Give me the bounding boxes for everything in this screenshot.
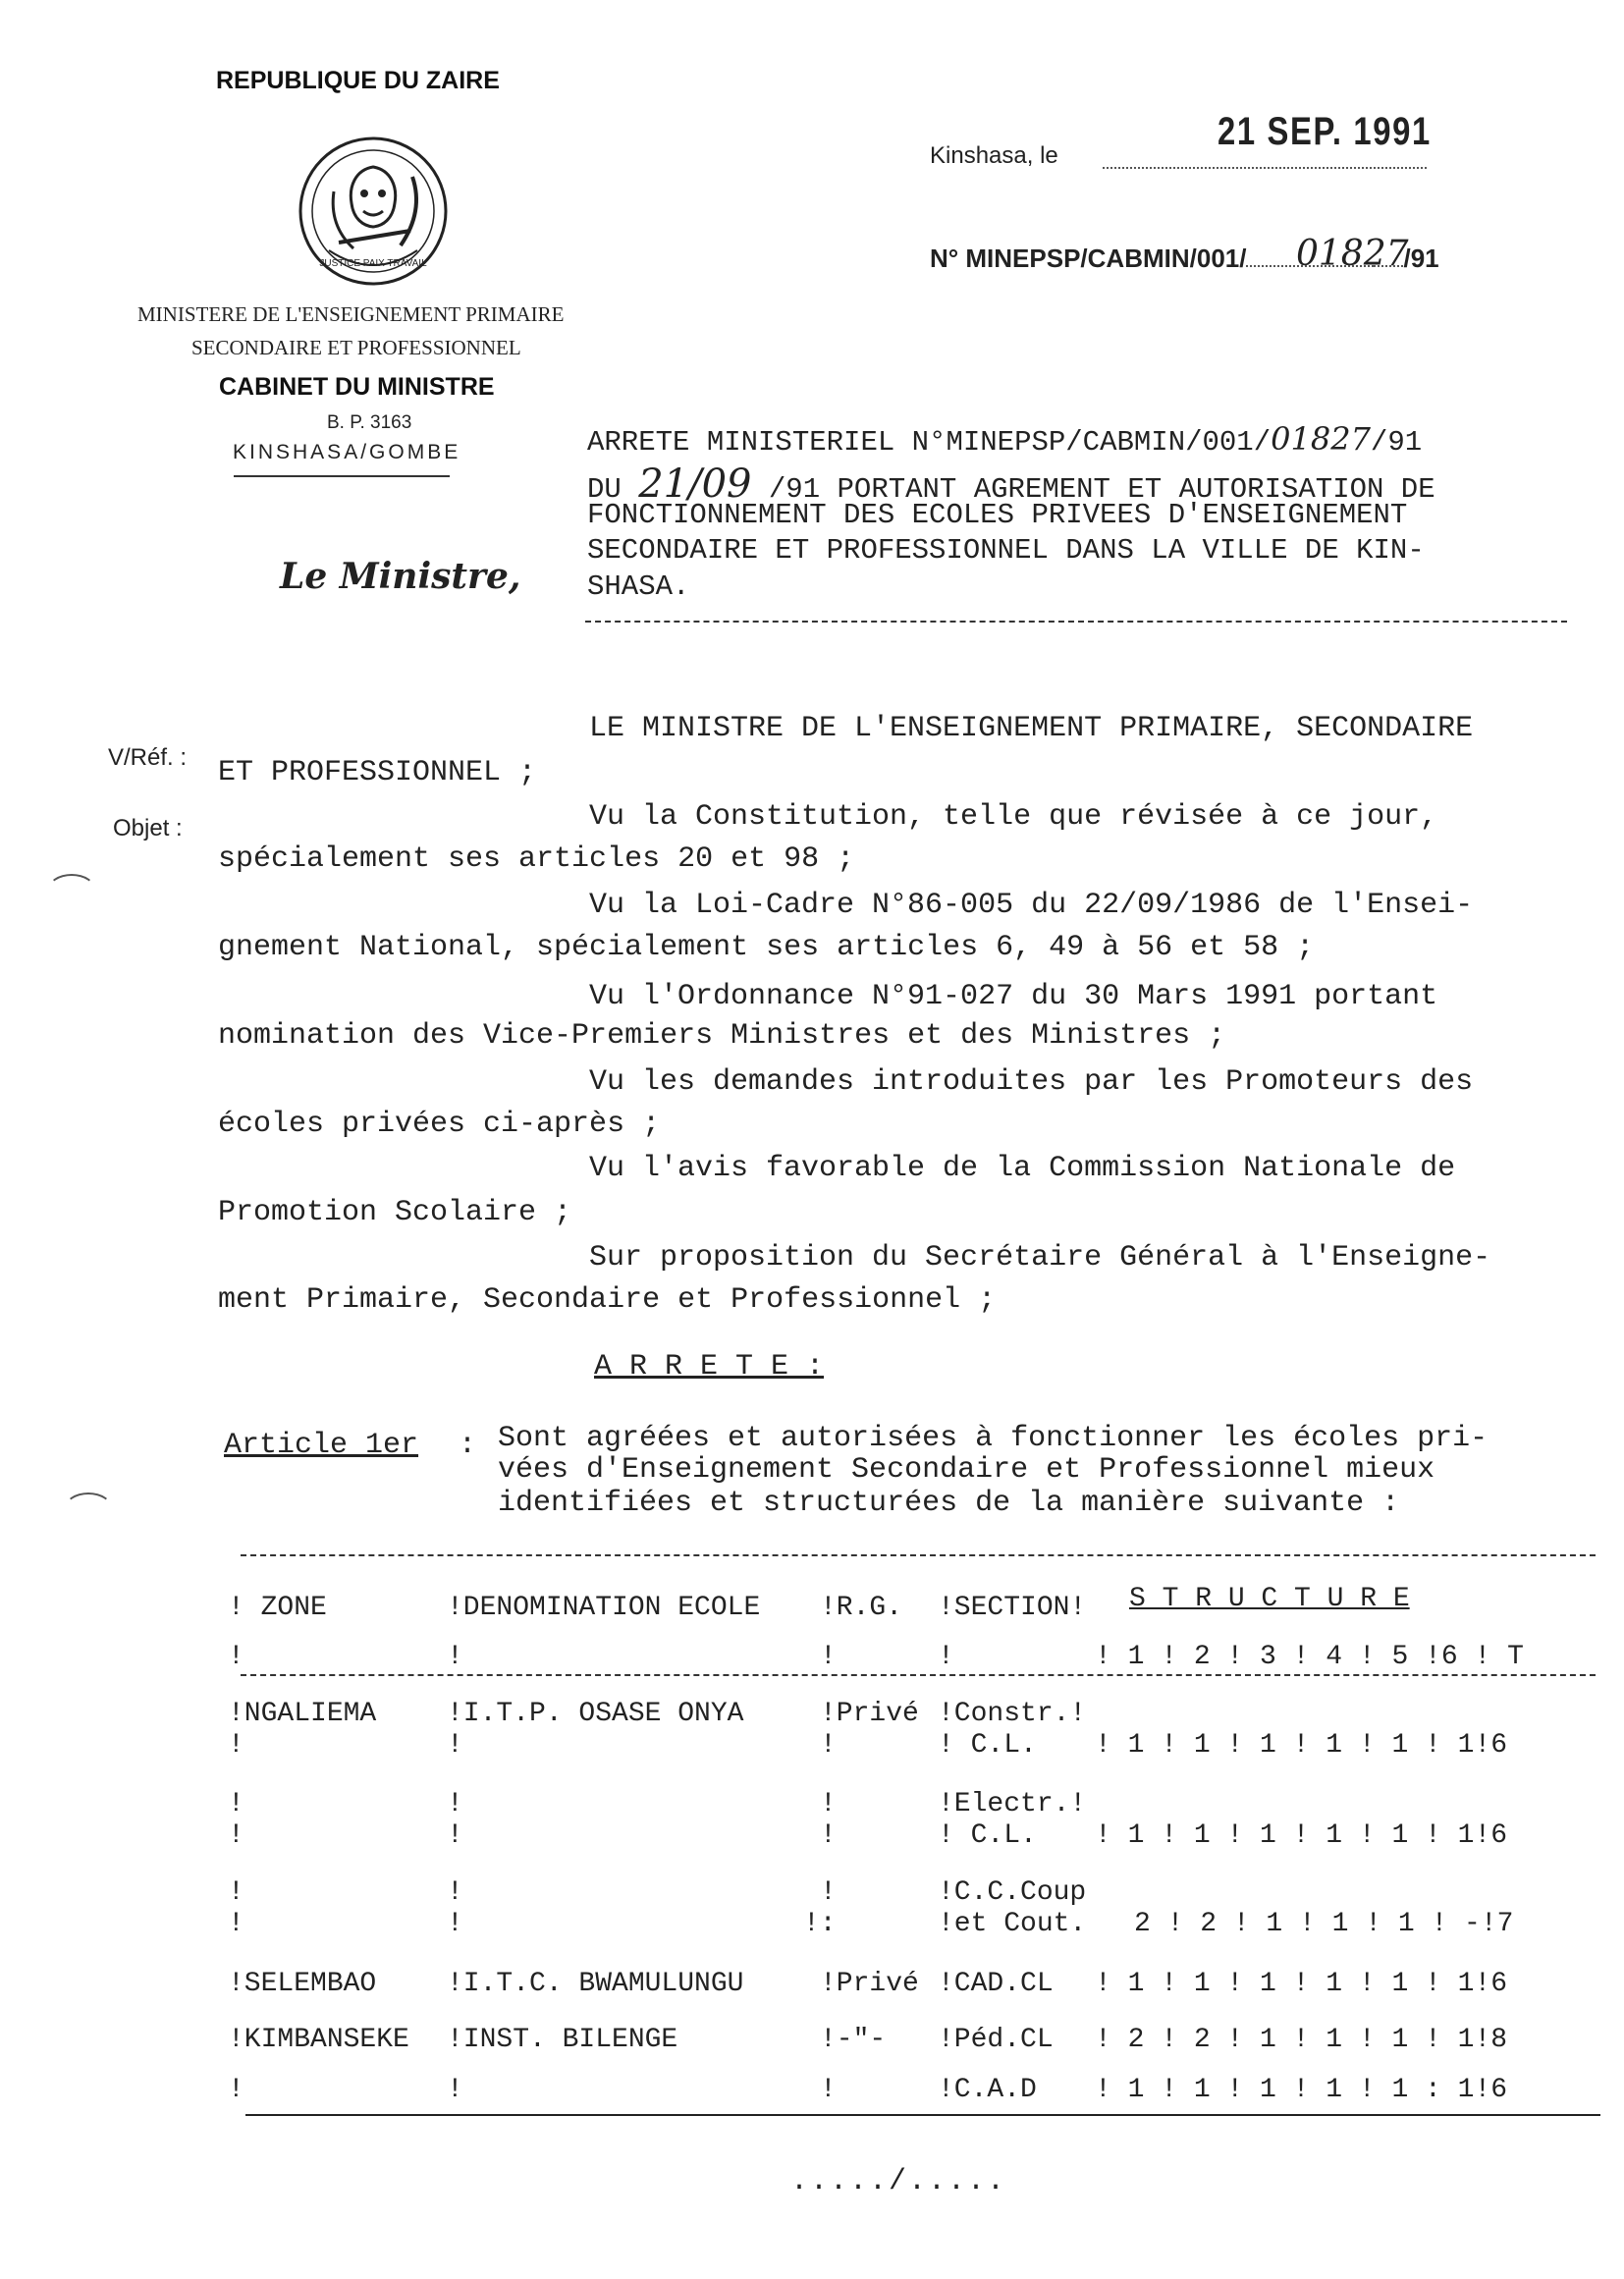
header-row-2-rg: ! — [820, 1642, 837, 1672]
cell-section: !C.C.Coup — [938, 1877, 1087, 1908]
ministry-line-1: MINISTERE DE L'ENSEIGNEMENT PRIMAIRE — [137, 302, 565, 326]
cell-denom-cont: ! — [447, 1730, 463, 1761]
visa-6-line-1: Sur proposition du Secrétaire Général à l'Enseigne- — [589, 1241, 1491, 1275]
column-header-rg: !R.G. — [820, 1593, 903, 1623]
cell-denom-cont: ! — [447, 1820, 463, 1851]
cell-section-cont: ! C.L. — [938, 1730, 1037, 1761]
state-emblem-icon — [295, 133, 452, 290]
cell-zone-cont: ! — [228, 1909, 244, 1939]
article-1-line-1: Sont agréées et autorisées à fonctionner les écoles pri- — [498, 1422, 1489, 1455]
cell-denomination: ! — [447, 1789, 463, 1819]
signatory-title: Le Ministre, — [280, 556, 521, 597]
visa-2-line-2: gnement National, spécialement ses articles 6, 49 à 56 et 58 ; — [218, 931, 1315, 964]
cell-structure-counts: 2 ! 2 ! 1 ! 1 ! 1 ! -!7 — [1134, 1909, 1514, 1939]
cell-zone: ! — [228, 1789, 244, 1819]
visa-2-line-1: Vu la Loi-Cadre N°86-005 du 22/09/1986 de l'Ensei- — [589, 889, 1474, 922]
cell-structure-counts: ! 1 ! 1 ! 1 ! 1 ! 1 ! 1!6 — [1095, 1969, 1508, 1999]
intro-line-2: ET PROFESSIONNEL ; — [218, 756, 537, 789]
cell-rg: ! — [820, 1877, 837, 1908]
cell-zone: ! — [228, 1877, 244, 1908]
cell-rg-cont: ! — [820, 1730, 837, 1761]
cell-zone: !KIMBANSEKE — [228, 2025, 409, 2055]
reference-handwritten-number: 01827 — [1296, 234, 1409, 274]
office-city: KINSHASA/GOMBE — [233, 441, 461, 463]
cell-section-cont: ! C.L. — [938, 1820, 1037, 1851]
cell-rg-cont: !: — [803, 1909, 837, 1939]
cell-rg-cont: ! — [820, 1820, 837, 1851]
table-top-rule — [241, 1554, 1596, 1556]
cell-section-cont: !et Cout. — [938, 1909, 1087, 1939]
cell-structure-counts: ! 1 ! 1 ! 1 ! 1 ! 1 ! 1!6 — [1095, 1820, 1508, 1851]
ministry-line-2: SECONDAIRE ET PROFESSIONNEL — [191, 336, 521, 359]
cell-denomination: !INST. BILENGE — [447, 2025, 678, 2055]
cell-structure-counts: ! 1 ! 1 ! 1 ! 1 ! 1 ! 1!6 — [1095, 1730, 1508, 1761]
cell-section: !Electr.! — [938, 1789, 1087, 1819]
title-line-4: SECONDAIRE ET PROFESSIONNEL DANS LA VILLE DE KIN- — [587, 534, 1425, 567]
title-line-2: DU 21/09 /91 PORTANT AGREMENT ET AUTORISATION DE — [587, 461, 1435, 507]
title-line-5: SHASA. — [587, 570, 690, 603]
republic-heading: REPUBLIQUE DU ZAIRE — [216, 67, 500, 94]
column-header-denomination: !DENOMINATION ECOLE — [447, 1593, 761, 1623]
arrete-heading: A R R E T E : — [594, 1350, 825, 1384]
column-header-section: !SECTION! — [938, 1593, 1087, 1623]
cell-section: !CAD.CL — [938, 1969, 1054, 1999]
cell-zone: ! — [228, 2075, 244, 2105]
cell-denomination: !I.T.C. BWAMULUNGU — [447, 1969, 744, 1999]
cell-denomination: !I.T.P. OSASE ONYA — [447, 1699, 744, 1729]
cell-zone-cont: ! — [228, 1730, 244, 1761]
article-1-label: Article 1er — [224, 1429, 419, 1462]
cell-structure-counts: ! 2 ! 2 ! 1 ! 1 ! 1 ! 1!8 — [1095, 2025, 1508, 2055]
visa-3-line-2: nomination des Vice-Premiers Ministres et des Ministres ; — [218, 1019, 1226, 1053]
po-box: B. P. 3163 — [327, 412, 412, 433]
table-bottom-rule — [245, 2114, 1600, 2116]
visa-4-line-1: Vu les demandes introduites par les Promoteurs des — [589, 1065, 1474, 1099]
title-line-3: FONCTIONNEMENT DES ECOLES PRIVEES D'ENSEIGNEMENT — [587, 499, 1408, 531]
cell-rg: !Privé — [820, 1969, 919, 1999]
margin-mark — [47, 874, 96, 907]
table-header-rule — [241, 1674, 1596, 1676]
cabinet-heading: CABINET DU MINISTRE — [219, 373, 495, 401]
cell-rg: !Privé — [820, 1699, 919, 1729]
cell-rg: ! — [820, 1789, 837, 1819]
visa-5-line-1: Vu l'avis favorable de la Commission Nationale de — [589, 1152, 1456, 1185]
column-header-years: ! 1 ! 2 ! 3 ! 4 ! 5 !6 ! T — [1095, 1642, 1524, 1672]
date-dotted-line — [1103, 167, 1427, 169]
cell-denom-cont: ! — [447, 1909, 463, 1939]
margin-mark — [64, 1492, 113, 1526]
date-stamp: 21 SEP. 1991 — [1218, 110, 1432, 153]
visa-1-line-2: spécialement ses articles 20 et 98 ; — [218, 842, 855, 876]
cell-section: !C.A.D — [938, 2075, 1037, 2105]
cell-rg: ! — [820, 2075, 837, 2105]
cell-denomination: ! — [447, 1877, 463, 1908]
reference-suffix: /91 — [1403, 244, 1439, 273]
title-underline — [585, 621, 1567, 623]
column-header-zone: ! ZONE — [228, 1593, 327, 1623]
reference-prefix: N° MINEPSP/CABMIN/001/ — [930, 244, 1247, 273]
column-header-structure: S T R U C T U R E — [1129, 1584, 1410, 1614]
title-line-1: ARRETE MINISTERIEL N°MINEPSP/CABMIN/001/01827/91 — [587, 420, 1423, 459]
cell-zone: !NGALIEMA — [228, 1699, 377, 1729]
visa-4-line-2: écoles privées ci-après ; — [218, 1108, 661, 1141]
cell-section: !Péd.CL — [938, 2025, 1054, 2055]
cell-denomination: ! — [447, 2075, 463, 2105]
cell-zone-cont: ! — [228, 1820, 244, 1851]
article-1-colon: : — [459, 1429, 477, 1462]
visa-3-line-1: Vu l'Ordonnance N°91-027 du 30 Mars 1991 portant — [589, 980, 1438, 1013]
subject-label: Objet : — [113, 815, 183, 841]
visa-1-line-1: Vu la Constitution, telle que révisée à ce jour, — [589, 800, 1438, 834]
cell-section: !Constr.! — [938, 1699, 1087, 1729]
dateline-place: Kinshasa, le — [930, 142, 1058, 169]
header-row-2-section: ! — [938, 1642, 954, 1672]
visa-6-line-2: ment Primaire, Secondaire et Professionnel ; — [218, 1283, 997, 1317]
continuation-mark: ...../..... — [790, 2165, 1007, 2198]
cell-structure-counts: ! 1 ! 1 ! 1 ! 1 ! 1 : 1!6 — [1095, 2075, 1508, 2105]
svg-text:JUSTICE PAIX TRAVAIL: JUSTICE PAIX TRAVAIL — [319, 258, 427, 269]
your-reference-label: V/Réf. : — [108, 744, 188, 771]
letterhead-divider — [234, 475, 450, 477]
header-row-2-denom: ! — [447, 1642, 463, 1672]
article-1-line-3: identifiées et structurées de la manière suivante : — [498, 1487, 1400, 1520]
cell-zone: !SELEMBAO — [228, 1969, 377, 1999]
intro-line-1: LE MINISTRE DE L'ENSEIGNEMENT PRIMAIRE, SECONDAIRE — [589, 712, 1474, 745]
cell-rg: !-"- — [820, 2025, 887, 2055]
visa-5-line-2: Promotion Scolaire ; — [218, 1196, 572, 1229]
article-1-line-2: vées d'Enseignement Secondaire et Professionnel mieux — [498, 1453, 1435, 1487]
header-row-2-zone: ! — [228, 1642, 244, 1672]
